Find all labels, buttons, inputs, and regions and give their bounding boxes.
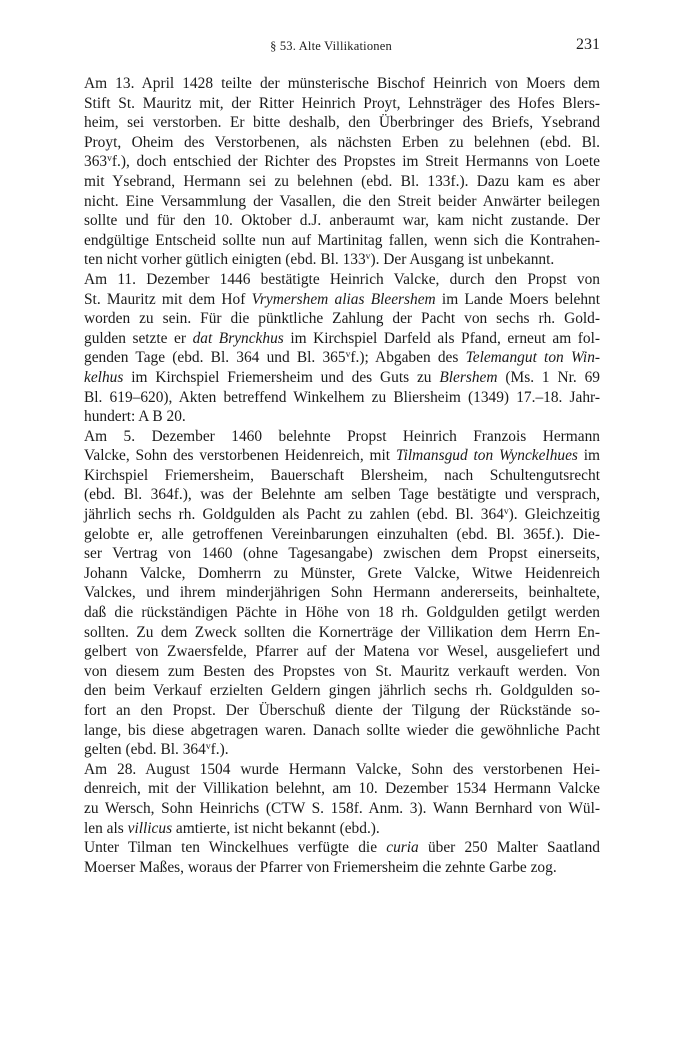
text-segment: gelbert von Zwaersfelde, Pfarrer auf der Matena vor Wesel, ausgeliefert und: [84, 643, 600, 661]
text-line: [62, 133, 600, 153]
text-segment: im Lande Moers belehnt: [435, 290, 601, 308]
italic-text: villicus: [127, 819, 173, 837]
text-line: [62, 446, 600, 466]
text-line: [62, 192, 600, 212]
text-segment: von diesem zum Besten des Propstes von St. Mauritz verkauft werden. Von: [84, 662, 600, 680]
text-line: [62, 309, 600, 329]
text-line: [62, 662, 600, 682]
text-segment: mit Ysebrand, Hermann sei zu belehnen (ebd. Bl. 133f.). Dazu kam es aber: [84, 172, 600, 190]
text-segment: Am 11. Dezember 1446 bestätigte Heinrich Valcke, durch den Propst von: [84, 270, 600, 288]
text-line: [62, 564, 600, 584]
text-line: [62, 94, 600, 114]
text-segment: f.), doch entschied der Richter des Propstes im Streit Hermanns von Loete: [111, 153, 600, 171]
text-segment: den beim Verkauf erzielten Geldern gingen jährlich sechs rh. Goldgulden so-: [84, 682, 600, 700]
text-line: [62, 172, 600, 192]
text-segment: len als: [84, 819, 128, 837]
text-line: [62, 760, 600, 780]
text-segment: (Ms. 1 Nr. 69: [497, 368, 600, 386]
superscript: v: [365, 251, 371, 263]
italic-text: Blershem: [439, 368, 498, 386]
superscript: v: [503, 505, 509, 517]
text-line: [62, 740, 600, 760]
text-line: [62, 250, 600, 270]
text-segment: Valckes, und ihrem minderjährigen Sohn Hermann andererseits, beinhaltete,: [84, 584, 600, 602]
text-line: [62, 721, 600, 741]
text-line: [62, 152, 600, 172]
text-segment: jährlich sechs rh. Goldgulden als Pacht zu zahlen (ebd. Bl. 364: [84, 506, 504, 524]
text-segment: ). Gleichzeitig: [508, 506, 600, 524]
text-line: [62, 231, 600, 251]
text-segment: zu Wersch, Sohn Heinrichs (CTW S. 158f. Anm. 3). Wann Bernhard von Wül-: [84, 799, 600, 817]
text-segment: sollte und für den 10. Oktober d.J. anberaumt war, kam nicht zustande. Der: [84, 212, 600, 230]
text-line: [62, 583, 600, 603]
text-line: [62, 485, 600, 505]
text-line: [62, 290, 600, 310]
text-line: [62, 505, 600, 525]
italic-text: Vrymershem alias Bleershem: [251, 290, 436, 308]
superscript: v: [107, 153, 112, 165]
text-segment: Bl. 619–620), Akten betreffend Winkelhem zu Bliersheim (1349) 17.–18. Jahr-: [84, 388, 600, 406]
text-segment: Am 5. Dezember 1460 belehnte Propst Heinrich Franzois Hermann: [84, 427, 600, 445]
text-line: [62, 348, 600, 368]
page-number: 231: [576, 36, 600, 53]
text-segment: 363: [84, 153, 108, 171]
text-segment: endgültige Entscheid sollte nun auf Martinitag fallen, wenn sich die Kontrahen-: [84, 231, 600, 249]
running-head: § 53. Alte Villikationen: [270, 39, 392, 53]
text-line: [62, 838, 600, 858]
text-line: [62, 368, 600, 388]
text-segment: denreich, mit der Villikation belehnt, am 10. Dezember 1534 Hermann Valcke: [84, 780, 600, 798]
text-line: [62, 270, 600, 290]
text-segment: lange, bis diese abgetragen waren. Danach sollte wieder die gewöhnliche Pacht: [84, 721, 600, 739]
superscript: v: [345, 349, 351, 361]
text-line: [62, 799, 600, 819]
italic-text: dat Brynckhus: [192, 329, 284, 347]
text-line: [62, 623, 600, 643]
page-header: [62, 36, 600, 60]
paragraph: [62, 427, 600, 760]
text-segment: Johann Valcke, Domherrn zu Münster, Grete Valcke, Witwe Heidenreich: [84, 564, 600, 582]
text-segment: im Kirchspiel Darfeld als Pfand, erneut am fol-: [283, 329, 600, 347]
text-segment: im Kirchspiel Friemersheim und des Guts zu: [123, 368, 440, 386]
text-segment: ten nicht vorher gütlich einigten (ebd. Bl. 133: [84, 251, 366, 269]
text-line: [62, 779, 600, 799]
italic-text: curia: [386, 839, 419, 857]
text-line: [62, 819, 600, 839]
text-segment: genden Tage (ebd. Bl. 364 und Bl. 365: [84, 349, 346, 367]
text-segment: gelten (ebd. Bl. 364: [84, 741, 206, 759]
text-segment: über 250 Malter Saatland: [418, 839, 601, 857]
text-segment: (ebd. Bl. 364f.), was der Belehnte am selben Tage bestätigte und versprach,: [84, 486, 600, 504]
text-segment: sollten. Zu dem Zweck sollten die Kornerträge der Villikation dem Herrn En-: [84, 623, 600, 641]
text-segment: ). Der Ausgang ist unbekannt.: [370, 251, 555, 269]
superscript: v: [205, 740, 211, 752]
text-line: [62, 681, 600, 701]
text-line: [62, 525, 600, 545]
text-line: [62, 329, 600, 349]
text-segment: ser Vertrag von 1460 (ohne Tagesangabe) zwischen dem Propst einerseits,: [84, 545, 600, 563]
text-segment: Proyt, Oheim des Verstorbenen, als nächsten Erben zu belehnen (ebd. Bl.: [84, 133, 600, 151]
text-line: [62, 211, 600, 231]
text-line: [62, 858, 600, 878]
italic-text: Telemangut ton Win-: [465, 349, 601, 367]
text-segment: Valcke, Sohn des verstorbenen Heidenreich, mit: [84, 447, 396, 465]
text-segment: daß die rückständigen Pächte in Höhe von 18 rh. Goldgulden getilgt werden: [84, 604, 600, 622]
text-segment: f.).: [210, 741, 229, 759]
text-segment: worden zu sein. Für die pünktliche Zahlung der Pacht von sechs rh. Gold-: [84, 310, 600, 328]
text-segment: heim, sei verstorben. Er bitte deshalb, den Überbringer des Briefs, Ysebrand: [84, 114, 600, 132]
text-segment: im: [577, 447, 600, 465]
text-line: [62, 427, 600, 447]
text-line: [62, 544, 600, 564]
text-line: [62, 603, 600, 623]
text-line: [62, 388, 600, 408]
text-segment: Stift St. Mauritz mit, der Ritter Heinrich Proyt, Lehnsträger des Hofes Blers-: [84, 94, 600, 112]
text-segment: f.); Abgaben des: [350, 349, 466, 367]
text-segment: Am 13. April 1428 teilte der münsterische Bischof Heinrich von Moers dem: [84, 75, 600, 92]
body-text: [62, 74, 600, 877]
text-segment: amtierte, ist nicht bekannt (ebd.).: [172, 819, 380, 837]
text-line: [62, 466, 600, 486]
text-segment: St. Mauritz mit dem Hof: [84, 290, 252, 308]
italic-text: kelhus: [84, 368, 124, 386]
text-line: [62, 407, 600, 427]
paragraph: [62, 838, 600, 877]
text-segment: gelobte er, alle getroffenen Vereinbarungen einzuhalten (ebd. Bl. 365f.). Die-: [84, 525, 600, 543]
text-line: [62, 701, 600, 721]
text-segment: fort an den Propst. Der Überschuß diente der Tilgung der Rückstände so-: [84, 702, 600, 719]
paragraph: [62, 74, 600, 270]
text-line: [62, 642, 600, 662]
text-segment: Moerser Maßes, woraus der Pfarrer von Friemersheim die zehnte Garbe zog.: [84, 858, 557, 876]
text-segment: Unter Tilman ten Winckelhues verfügte die: [84, 839, 387, 857]
paragraph: [62, 270, 600, 427]
text-line: [62, 74, 600, 94]
text-segment: hundert: A B 20.: [84, 408, 186, 426]
text-segment: nicht. Eine Versammlung der Vasallen, die den Streit beider Anwärter beilegen: [84, 192, 600, 210]
text-segment: Kirchspiel Friemersheim, Bauerschaft Blersheim, nach Schultengutsrecht: [84, 466, 600, 484]
text-line: [62, 113, 600, 133]
text-segment: Am 28. August 1504 wurde Hermann Valcke, Sohn des verstorbenen Hei-: [84, 760, 600, 778]
italic-text: Tilmansgud ton Wynckelhues: [395, 447, 578, 465]
text-segment: gulden setzte er: [84, 329, 193, 347]
paragraph: [62, 760, 600, 838]
